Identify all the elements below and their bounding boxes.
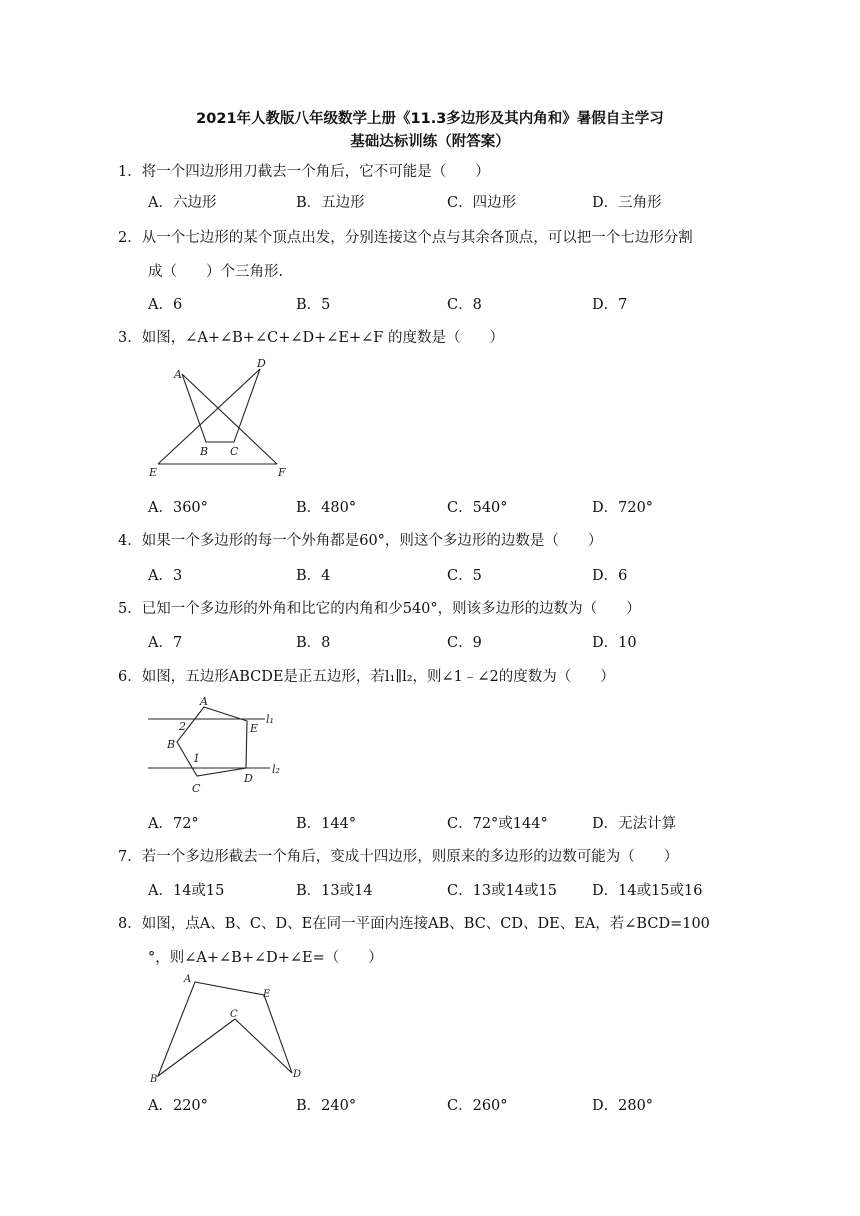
option-a: A．六边形 bbox=[148, 195, 217, 211]
option-a: A．14或15 bbox=[148, 883, 225, 899]
option-a: A．3 bbox=[148, 568, 183, 584]
option-b: B．13或14 bbox=[296, 883, 373, 899]
label-f: F bbox=[278, 466, 286, 479]
line-de bbox=[158, 369, 260, 464]
label-b: B bbox=[200, 445, 209, 458]
option-d: D．三角形 bbox=[592, 195, 662, 211]
question-8-options bbox=[148, 1094, 748, 1114]
option-b: B．144° bbox=[296, 816, 357, 832]
label-a: A bbox=[174, 368, 182, 381]
pentagon-abcde bbox=[177, 707, 247, 776]
option-c: C．5 bbox=[447, 568, 482, 584]
question-8-stem-cont: °，则∠A+∠B+∠D+∠E=（ ） bbox=[148, 950, 383, 966]
question-3-stem: 3．如图，∠A+∠B+∠C+∠D+∠E+∠F 的度数是（ ） bbox=[118, 330, 504, 346]
label-l1: l₁ bbox=[266, 713, 274, 726]
option-b: B．五边形 bbox=[296, 195, 365, 211]
label-d: D bbox=[257, 357, 266, 370]
document-title: 2021年人教版八年级数学上册《11.3多边形及其内角和》暑假自主学习 bbox=[196, 111, 664, 127]
option-b: B．4 bbox=[296, 568, 331, 584]
question-3-figure bbox=[140, 352, 300, 482]
question-1-options bbox=[148, 191, 748, 211]
label-l2: l₂ bbox=[272, 763, 280, 776]
label-angle-1: 1 bbox=[193, 752, 200, 765]
question-7-options bbox=[148, 879, 748, 899]
option-d: D．6 bbox=[592, 568, 628, 584]
question-5-stem: 5．已知一个多边形的外角和比它的内角和少540°，则该多边形的边数为（ ） bbox=[118, 601, 641, 617]
question-7-stem: 7．若一个多边形截去一个角后，变成十四边形，则原来的多边形的边数可能为（ ） bbox=[118, 849, 679, 865]
polygon-aecdb bbox=[158, 982, 292, 1076]
label-b: B bbox=[150, 1074, 158, 1085]
option-a: A．220° bbox=[148, 1098, 208, 1114]
question-2-options bbox=[148, 293, 748, 313]
option-c: C．260° bbox=[447, 1098, 508, 1114]
question-1-stem: 1．将一个四边形用刀截去一个角后，它不可能是（ ） bbox=[118, 164, 490, 180]
question-6-stem: 6．如图，五边形ABCDE是正五边形，若l₁∥l₂，则∠1﹣∠2的度数为（ ） bbox=[118, 669, 615, 685]
option-b: B．8 bbox=[296, 635, 331, 651]
label-a: A bbox=[184, 974, 192, 985]
question-4-stem: 4．如果一个多边形的每一个外角都是60°，则这个多边形的边数是（ ） bbox=[118, 533, 603, 549]
question-4-options bbox=[148, 564, 748, 584]
label-c: C bbox=[230, 445, 239, 458]
option-b: B．240° bbox=[296, 1098, 357, 1114]
question-8-stem: 8．如图，点A、B、C、D、E在同一平面内连接AB、BC、CD、DE、EA，若∠BCD=100 bbox=[118, 916, 710, 932]
option-c: C．13或14或15 bbox=[447, 883, 557, 899]
document-subtitle: 基础达标训练（附答案） bbox=[350, 134, 510, 150]
option-c: C．9 bbox=[447, 635, 482, 651]
label-e: E bbox=[149, 466, 158, 479]
option-d: D．14或15或16 bbox=[592, 883, 703, 899]
option-c: C．8 bbox=[447, 297, 482, 313]
option-d: D．280° bbox=[592, 1098, 654, 1114]
option-a: A．360° bbox=[148, 500, 208, 516]
option-a: A．6 bbox=[148, 297, 183, 313]
option-c: C．540° bbox=[447, 500, 508, 516]
option-c: C．72°或144° bbox=[447, 816, 548, 832]
option-b: B．5 bbox=[296, 297, 331, 313]
option-a: A．7 bbox=[148, 635, 183, 651]
label-e: E bbox=[263, 989, 271, 1000]
label-c: C bbox=[230, 1009, 238, 1020]
option-b: B．480° bbox=[296, 500, 357, 516]
label-angle-2: 2 bbox=[179, 720, 186, 733]
option-d: D．720° bbox=[592, 500, 654, 516]
question-8-figure bbox=[140, 970, 310, 1090]
question-3-options bbox=[148, 496, 748, 516]
question-6-options bbox=[148, 812, 748, 832]
label-b: B bbox=[167, 738, 176, 751]
option-c: C．四边形 bbox=[447, 195, 517, 211]
label-d: D bbox=[293, 1069, 302, 1080]
label-a: A bbox=[200, 695, 208, 708]
label-d: D bbox=[244, 772, 253, 785]
label-e: E bbox=[250, 722, 259, 735]
label-c: C bbox=[192, 782, 201, 795]
option-a: A．72° bbox=[148, 816, 199, 832]
option-d: D．10 bbox=[592, 635, 637, 651]
question-5-options bbox=[148, 631, 748, 651]
question-6-figure bbox=[140, 692, 300, 802]
question-2-stem-cont: 成（ ）个三角形. bbox=[148, 264, 284, 280]
question-2-stem: 2．从一个七边形的某个顶点出发，分别连接这个点与其余各顶点，可以把一个七边形分割 bbox=[118, 230, 693, 246]
option-d: D．无法计算 bbox=[592, 816, 677, 832]
option-d: D．7 bbox=[592, 297, 628, 313]
